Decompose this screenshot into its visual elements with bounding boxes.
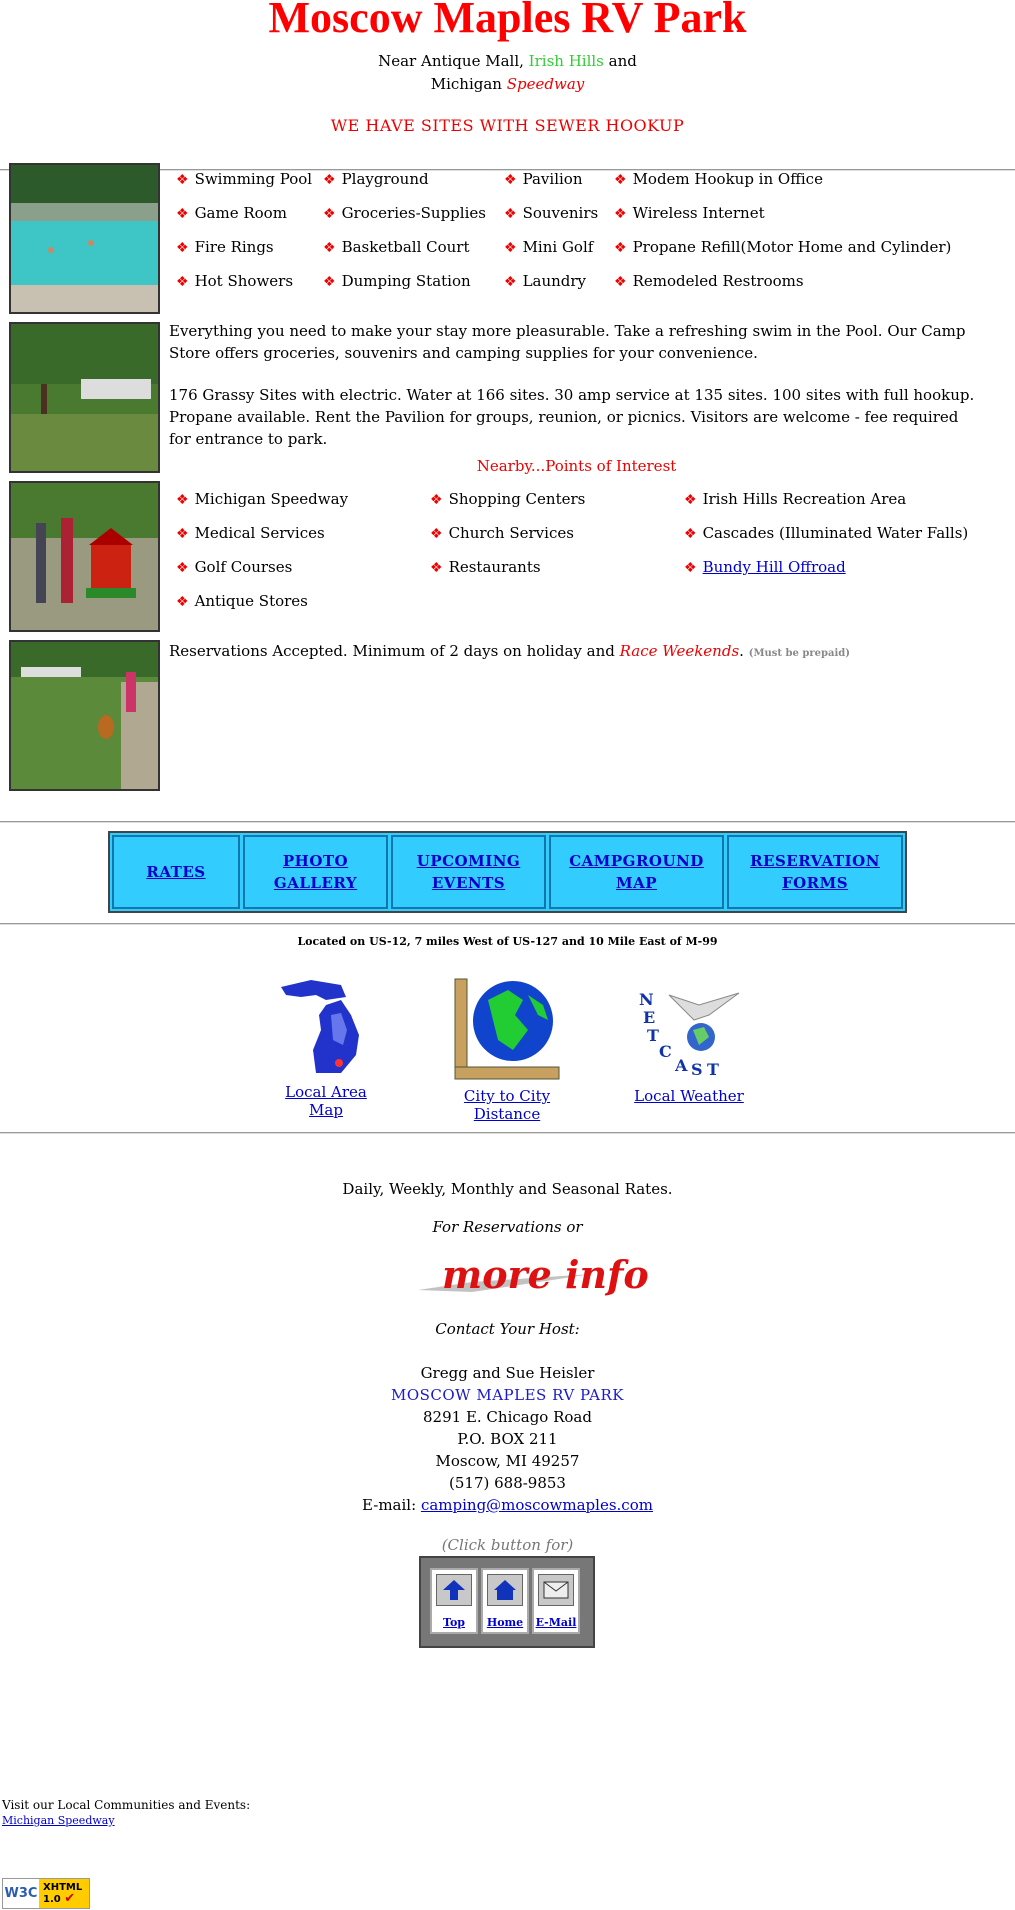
svg-text:E: E bbox=[643, 1008, 656, 1027]
nearby-item: ❖ Cascades (Illuminated Water Falls) bbox=[684, 524, 969, 542]
home-icon bbox=[487, 1574, 523, 1606]
amenity-item: ❖ Hot Showers bbox=[176, 272, 294, 290]
michigan-speedway-link[interactable]: Michigan Speedway bbox=[2, 1814, 115, 1827]
bullet-icon: ❖ bbox=[176, 560, 189, 576]
local-area-map[interactable] bbox=[266, 975, 386, 1119]
netcast-weather-icon bbox=[629, 975, 749, 1079]
amenity-item: ❖ Game Room bbox=[176, 204, 287, 222]
more-info-label: more info bbox=[442, 1252, 649, 1297]
bullet-icon: ❖ bbox=[176, 172, 189, 188]
amenity-item: ❖ Fire Rings bbox=[176, 238, 274, 256]
phone-number: (517) 688-9853 bbox=[449, 1474, 566, 1492]
email-label: E-mail: bbox=[362, 1496, 417, 1514]
prepaid-note: (Must be prepaid) bbox=[748, 648, 850, 659]
campsite-photo bbox=[9, 322, 160, 473]
host-names: Gregg and Sue Heisler bbox=[420, 1364, 595, 1382]
po-box: P.O. BOX 211 bbox=[457, 1430, 558, 1448]
contact-block bbox=[0, 1362, 1015, 1516]
nav-table bbox=[108, 831, 907, 913]
nearby-item: ❖ Medical Services bbox=[176, 524, 325, 542]
svg-text:N: N bbox=[639, 990, 654, 1009]
dog-walk-photo bbox=[9, 640, 160, 791]
city-distance-link[interactable]: City to City Distance bbox=[463, 1087, 551, 1123]
nav-upcoming-events[interactable] bbox=[391, 835, 546, 909]
bullet-icon: ❖ bbox=[176, 240, 189, 256]
bullet-icon: ❖ bbox=[614, 206, 627, 222]
local-weather[interactable] bbox=[624, 975, 754, 1105]
nearby-item: ❖ Irish Hills Recreation Area bbox=[684, 490, 907, 508]
location-directions: Located on US-12, 7 miles West of US-127 and 10 Mile East of M-99 bbox=[297, 935, 718, 948]
bullet-icon: ❖ bbox=[504, 274, 517, 290]
bullet-icon: ❖ bbox=[323, 172, 336, 188]
amenity-item: ❖ Wireless Internet bbox=[614, 204, 765, 222]
bullet-icon: ❖ bbox=[504, 172, 517, 188]
subtitle bbox=[0, 50, 1015, 96]
city-distance[interactable] bbox=[431, 975, 583, 1123]
amenity-item: ❖ Mini Golf bbox=[504, 238, 594, 256]
amenity-item: ❖ Groceries-Supplies bbox=[323, 204, 486, 222]
photo-gallery-link[interactable]: PHOTO GALLERY bbox=[273, 852, 358, 892]
race-weekends: Race Weekends bbox=[619, 642, 740, 660]
svg-text:A: A bbox=[675, 1056, 688, 1075]
home-button[interactable] bbox=[481, 1568, 529, 1634]
bullet-icon: ❖ bbox=[176, 274, 189, 290]
home-link[interactable]: Home bbox=[486, 1616, 524, 1629]
rates-text: Daily, Weekly, Monthly and Seasonal Rates. bbox=[342, 1180, 673, 1198]
nav-reservation-forms[interactable] bbox=[727, 835, 903, 909]
nearby-item: ❖ Restaurants bbox=[430, 558, 541, 576]
top-button[interactable] bbox=[430, 1568, 478, 1634]
description-paragraph: Everything you need to make your stay more pleasurable. Take a refreshing swim in the Pool. Our Camp Store offers groceries, souvenirs and camping supplies for your convenience. bbox=[169, 322, 966, 362]
sites-paragraph: 176 Grassy Sites with electric. Water at 166 sites. 30 amp service at 135 sites. 100 sites with full hookup. Propane available. Rent the Pavilion for groups, reunion, or picnics. Visitors are welcome - fee required for entrance to park. bbox=[169, 386, 975, 448]
checkmark-icon: ✔ bbox=[64, 1891, 76, 1906]
street-address: 8291 E. Chicago Road bbox=[423, 1408, 592, 1426]
email-button-link[interactable]: E-Mail bbox=[535, 1616, 577, 1629]
bullet-icon: ❖ bbox=[430, 560, 443, 576]
michigan-text: Michigan bbox=[430, 75, 502, 93]
amenity-item: ❖ Remodeled Restrooms bbox=[614, 272, 804, 290]
bullet-icon: ❖ bbox=[323, 240, 336, 256]
email-row bbox=[0, 1494, 1015, 1516]
bullet-icon: ❖ bbox=[323, 206, 336, 222]
local-weather-link[interactable]: Local Weather bbox=[634, 1087, 744, 1105]
w3c-xhtml-badge[interactable] bbox=[2, 1878, 90, 1909]
rates-link[interactable]: RATES bbox=[146, 863, 206, 881]
w3c-logo: W3C bbox=[3, 1879, 39, 1908]
visit-section bbox=[2, 1798, 250, 1827]
nearby-item-bundy-hill[interactable] bbox=[684, 558, 846, 576]
bullet-icon: ❖ bbox=[614, 274, 627, 290]
click-button-note: (Click button for) bbox=[441, 1536, 574, 1554]
bullet-icon: ❖ bbox=[430, 492, 443, 508]
park-name: MOSCOW MAPLES RV PARK bbox=[390, 1386, 625, 1404]
visit-text: Visit our Local Communities and Events: bbox=[2, 1798, 251, 1812]
bullet-icon: ❖ bbox=[684, 492, 697, 508]
top-arrow-icon bbox=[436, 1574, 472, 1606]
bullet-icon: ❖ bbox=[323, 274, 336, 290]
email-button[interactable] bbox=[532, 1568, 580, 1634]
sewer-notice: WE HAVE SITES WITH SEWER HOOKUP bbox=[330, 116, 685, 135]
divider bbox=[0, 821, 1015, 823]
amenity-item: ❖ Playground bbox=[323, 170, 429, 188]
nav-campground-map[interactable] bbox=[549, 835, 724, 909]
contact-host-heading: Contact Your Host: bbox=[435, 1320, 580, 1338]
amenity-item: ❖ Propane Refill(Motor Home and Cylinder) bbox=[614, 238, 952, 256]
divider bbox=[0, 923, 1015, 925]
local-area-map-link[interactable]: Local Area Map bbox=[285, 1083, 367, 1119]
nav-photo-gallery[interactable] bbox=[243, 835, 388, 909]
amenity-item: ❖ Modem Hookup in Office bbox=[614, 170, 823, 188]
more-info-button[interactable] bbox=[412, 1244, 649, 1306]
svg-text:C: C bbox=[659, 1042, 672, 1061]
bullet-icon: ❖ bbox=[176, 492, 189, 508]
button-panel bbox=[419, 1556, 595, 1648]
irish-hills-text: Irish Hills bbox=[528, 52, 604, 70]
bullet-icon: ❖ bbox=[176, 206, 189, 222]
amenity-item: ❖ Dumping Station bbox=[323, 272, 471, 290]
upcoming-events-link[interactable]: UPCOMING EVENTS bbox=[416, 852, 521, 892]
bullet-icon: ❖ bbox=[614, 240, 627, 256]
speedway-text: Speedway bbox=[506, 75, 585, 93]
bullet-icon: ❖ bbox=[684, 526, 697, 542]
email-link[interactable]: camping@moscowmaples.com bbox=[420, 1496, 653, 1514]
amenity-item: ❖ Swimming Pool bbox=[176, 170, 313, 188]
bullet-icon: ❖ bbox=[504, 240, 517, 256]
nearby-item: ❖ Church Services bbox=[430, 524, 574, 542]
bullet-icon: ❖ bbox=[176, 594, 189, 610]
bullet-icon: ❖ bbox=[176, 526, 189, 542]
page-title: Moscow Maples RV Park bbox=[268, 0, 747, 42]
bullet-icon: ❖ bbox=[504, 206, 517, 222]
nearby-item: ❖ Antique Stores bbox=[176, 592, 308, 610]
bullet-icon: ❖ bbox=[684, 560, 697, 576]
and-text: and bbox=[608, 52, 637, 70]
svg-text:T: T bbox=[647, 1026, 659, 1045]
reservations-text: Reservations Accepted. Minimum of 2 days on holiday and Race Weekends. (Must be prepaid) bbox=[169, 642, 850, 660]
svg-text:T: T bbox=[707, 1060, 719, 1079]
top-link[interactable]: Top bbox=[443, 1616, 465, 1629]
bundy-hill-link[interactable]: Bundy Hill Offroad bbox=[702, 558, 846, 576]
nearby-heading: Nearby...Points of Interest bbox=[476, 457, 677, 475]
bullet-icon: ❖ bbox=[614, 172, 627, 188]
xhtml-label: XHTML 1.0 ✔ bbox=[39, 1879, 89, 1908]
minigolf-photo bbox=[9, 481, 160, 632]
svg-text:S: S bbox=[691, 1060, 703, 1079]
campground-map-link[interactable]: CAMPGROUND MAP bbox=[569, 852, 704, 892]
globe-ruler-icon bbox=[453, 975, 561, 1079]
nav-rates[interactable] bbox=[112, 835, 240, 909]
bullet-icon: ❖ bbox=[430, 526, 443, 542]
envelope-icon bbox=[538, 1574, 574, 1606]
nearby-item: ❖ Shopping Centers bbox=[430, 490, 586, 508]
reservation-forms-link[interactable]: RESERVATION FORMS bbox=[750, 852, 880, 892]
amenity-item: ❖ Souvenirs bbox=[504, 204, 599, 222]
pool-photo bbox=[9, 163, 160, 314]
amenity-item: ❖ Basketball Court bbox=[323, 238, 470, 256]
nearby-item: ❖ Golf Courses bbox=[176, 558, 293, 576]
michigan-map-icon bbox=[271, 975, 381, 1075]
amenity-item: ❖ Laundry bbox=[504, 272, 587, 290]
city-state-zip: Moscow, MI 49257 bbox=[435, 1452, 580, 1470]
near-prefix: Near Antique Mall, bbox=[378, 52, 524, 70]
nearby-item: ❖ Michigan Speedway bbox=[176, 490, 349, 508]
amenity-item: ❖ Pavilion bbox=[504, 170, 583, 188]
for-reservations-text: For Reservations or bbox=[432, 1218, 583, 1236]
more-info-graphic bbox=[412, 1244, 649, 1306]
divider bbox=[0, 1132, 1015, 1134]
